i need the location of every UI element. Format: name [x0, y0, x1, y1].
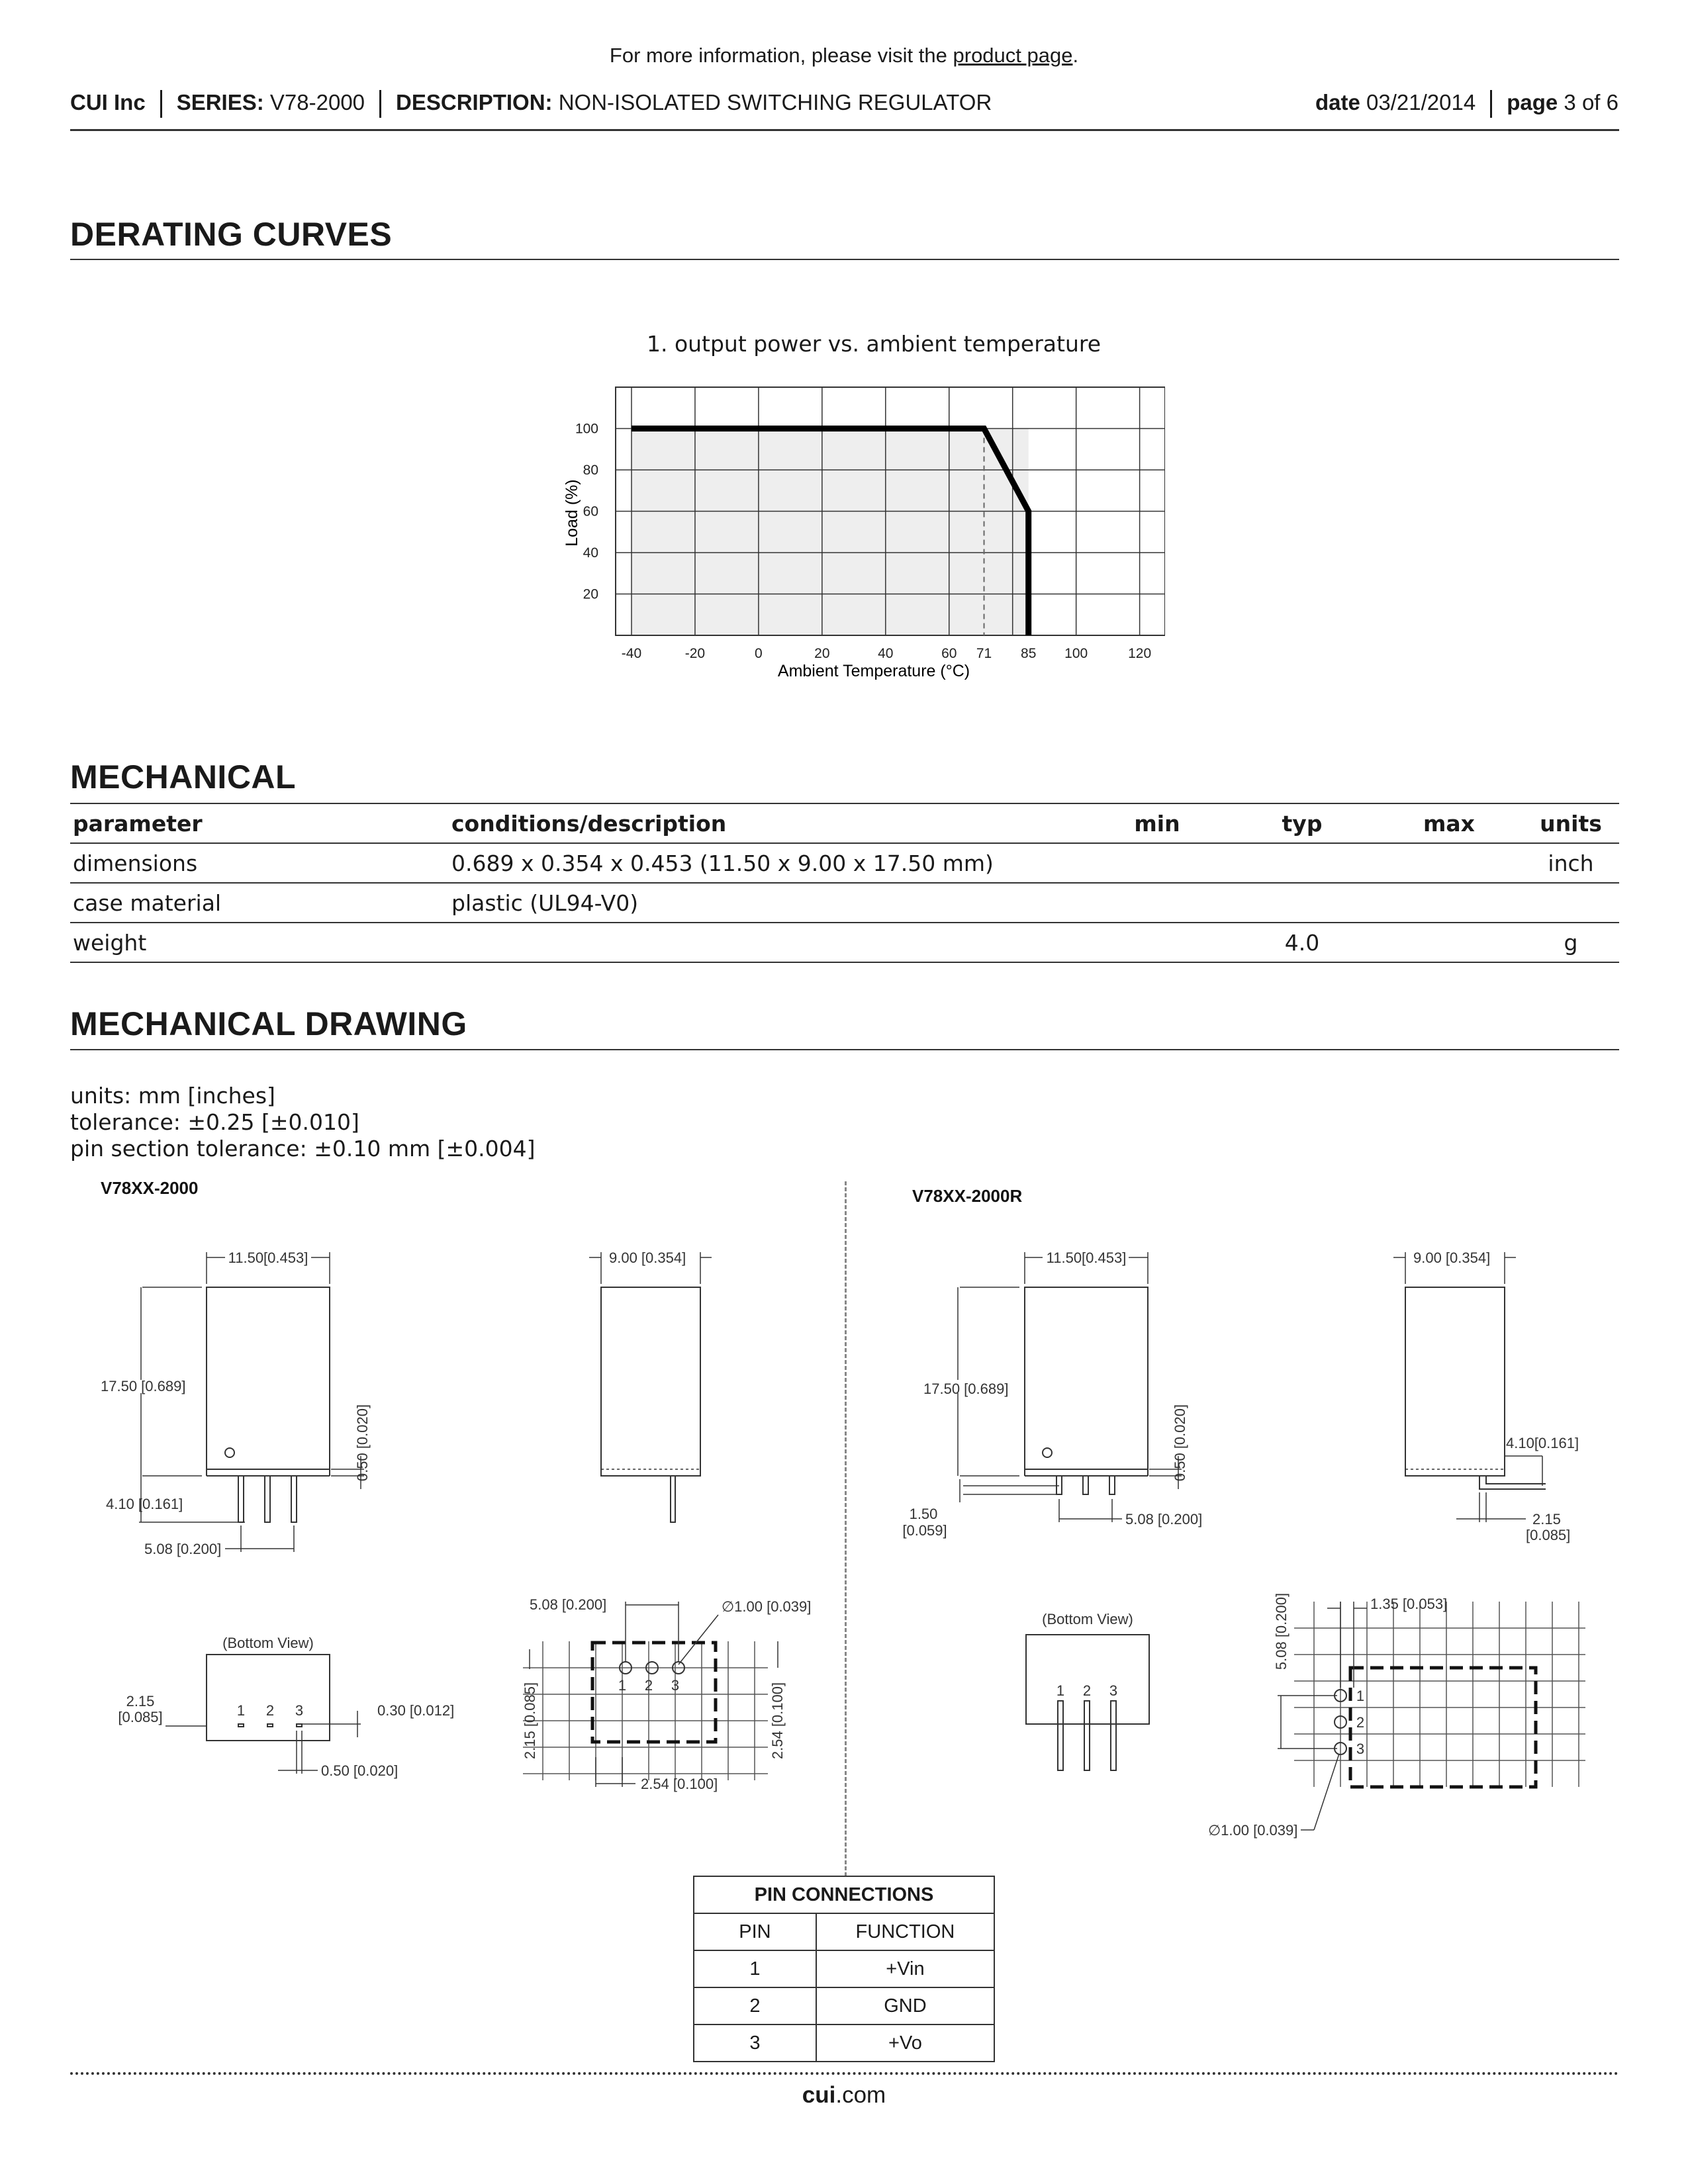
dim-depth-right: 9.00 [0.354] [1413, 1250, 1491, 1266]
section-title-derating: DERATING CURVES [70, 216, 393, 253]
bottom-view-right [1026, 1611, 1149, 1770]
front-view-left [101, 1250, 371, 1557]
x-tick-label: 40 [878, 646, 894, 661]
mechanical-cell: weight [70, 923, 449, 962]
bottom-view-left [118, 1635, 454, 1779]
chart-title: 1. output power vs. ambient temperature [646, 331, 1102, 357]
bottom-pin-2-label-right: 2 [1082, 1682, 1092, 1699]
dim-width-left: 11.50[0.453] [228, 1250, 308, 1266]
header-divider [1490, 90, 1492, 118]
units-note: units: mm [inches] [70, 1083, 275, 1109]
document-header-right [1315, 90, 1618, 118]
mechanical-column-header: parameter [70, 803, 449, 843]
pin-2-label: 2 [265, 1702, 275, 1719]
mechanical-cell: case material [70, 883, 449, 923]
pin-function: +Vo [816, 2025, 994, 2062]
footer [0, 2082, 1688, 2109]
drawing-notes [70, 1083, 536, 1162]
pcb-pin-2-label-right: 2 [1356, 1714, 1365, 1731]
pcb-hole-left: ∅1.00 [0.039] [722, 1598, 812, 1615]
document-header [70, 90, 992, 118]
drawing-title-right: V78XX-2000R [912, 1186, 1023, 1206]
section-rule [70, 1049, 1619, 1050]
header-divider [160, 90, 162, 118]
mechanical-cell: plastic (UL94-V0) [449, 883, 1086, 923]
dim-150-right: 1.50 [909, 1506, 938, 1522]
dim-215-in-right: [0.085] [1526, 1527, 1571, 1543]
bottom-pin-1-label-right: 1 [1056, 1682, 1065, 1699]
pin-connections-title: PIN CONNECTIONS [694, 1876, 994, 1913]
bottom-view-label-right: (Bottom View) [1042, 1611, 1133, 1627]
drawing-v78xx-2000 [66, 1178, 841, 1813]
mechanical-cell: inch [1523, 843, 1619, 883]
mechanical-cell: g [1523, 923, 1619, 962]
dim-410-left: 4.10 [0.161] [106, 1496, 183, 1512]
pcb-layout-right [1208, 1593, 1585, 1839]
x-tick-label: -40 [621, 646, 642, 661]
table-row [70, 883, 1619, 923]
pin-function: GND [816, 1987, 994, 2025]
pin-header: PIN [694, 1913, 816, 1950]
dim-508-left: 5.08 [0.200] [144, 1541, 222, 1557]
footer-rule [70, 2072, 1619, 2075]
series-label: SERIES: [176, 90, 264, 114]
note-prefix: For more information, please visit the [609, 44, 953, 67]
y-tick-label: 20 [583, 586, 598, 602]
page-label: page [1507, 90, 1558, 114]
mechanical-cell [1086, 843, 1229, 883]
pcb-hole-right: ∅1.00 [0.039] [1208, 1822, 1298, 1839]
dim-050b-left: 0.50 [0.020] [321, 1762, 399, 1779]
table-row [70, 843, 1619, 883]
mechanical-cell: 4.0 [1229, 923, 1376, 962]
mechanical-column-header: units [1523, 803, 1619, 843]
y-tick-label: 60 [583, 504, 598, 520]
x-tick-label: 85 [1021, 646, 1037, 661]
x-tick-label: 71 [976, 646, 992, 661]
table-row [694, 1950, 994, 1987]
y-tick-label: 100 [575, 421, 598, 437]
pcb-pin-3-label-right: 3 [1356, 1741, 1365, 1757]
dim-508-right: 5.08 [0.200] [1125, 1511, 1203, 1527]
note-suffix: . [1072, 44, 1079, 67]
section-title-mechanical: MECHANICAL [70, 758, 297, 796]
description-value: NON-ISOLATED SWITCHING REGULATOR [558, 90, 992, 114]
mechanical-cell [1523, 883, 1619, 923]
company-name: CUI Inc [70, 90, 146, 114]
mechanical-cell [1229, 843, 1376, 883]
pcb-pin-1-label-right: 1 [1356, 1688, 1365, 1704]
mechanical-column-header: typ [1229, 803, 1376, 843]
mechanical-column-header: conditions/description [449, 803, 1086, 843]
mechanical-cell [1376, 883, 1523, 923]
dim-depth-left: 9.00 [0.354] [609, 1250, 686, 1266]
dim-width-right: 11.50[0.453] [1046, 1250, 1127, 1266]
pcb-pin-1-label: 1 [618, 1677, 627, 1694]
dim-height-left: 17.50 [0.689] [101, 1378, 186, 1394]
pin-function: +Vin [816, 1950, 994, 1987]
pcb-215-left: 2.15 [0.085] [522, 1682, 538, 1760]
drawing-title-left: V78XX-2000 [101, 1178, 199, 1198]
x-tick-label: 60 [941, 646, 957, 661]
dim-215-left: 2.15 [126, 1693, 155, 1709]
derating-chart [530, 371, 1165, 688]
bottom-view-label-left: (Bottom View) [222, 1635, 314, 1651]
footer-domain: .com [835, 2082, 886, 2108]
pcb-508-left: 5.08 [0.200] [530, 1596, 607, 1613]
drawing-v78xx-2000r [851, 1178, 1622, 1860]
function-header: FUNCTION [816, 1913, 994, 1950]
footer-brand: cui [802, 2082, 836, 2108]
bottom-pin-3-label-right: 3 [1109, 1682, 1118, 1699]
side-view-left [589, 1250, 712, 1522]
x-tick-label: 120 [1128, 646, 1152, 661]
table-row [694, 2025, 994, 2062]
mechanical-cell [449, 923, 1086, 962]
mechanical-cell: dimensions [70, 843, 449, 883]
dim-215-right: 2.15 [1532, 1511, 1561, 1527]
x-tick-label: 20 [814, 646, 830, 661]
section-rule [70, 259, 1619, 260]
side-view-right [1393, 1250, 1579, 1543]
mechanical-header-row [70, 803, 1619, 843]
mechanical-table [70, 803, 1619, 963]
y-axis-label: Load (%) [563, 479, 581, 547]
y-tick-label: 80 [583, 463, 598, 478]
mechanical-cell [1086, 883, 1229, 923]
section-title-drawing: MECHANICAL DRAWING [70, 1005, 467, 1042]
product-page-link[interactable]: product page [953, 44, 1073, 67]
pin-number: 1 [694, 1950, 816, 1987]
y-tick-label: 40 [583, 545, 598, 561]
mechanical-cell [1376, 923, 1523, 962]
pcb-135-right: 1.35 [0.053] [1370, 1596, 1448, 1612]
pin-3-label: 3 [295, 1702, 304, 1719]
dim-030-left: 0.30 [0.012] [377, 1702, 455, 1719]
pin-tolerance-note: pin section tolerance: ±0.10 mm [±0.004] [70, 1136, 536, 1161]
series-value: V78-2000 [269, 90, 365, 114]
table-row [70, 923, 1619, 962]
pin-connections-table [693, 1876, 995, 2062]
mechanical-column-header: max [1376, 803, 1523, 843]
x-tick-label: -20 [684, 646, 706, 661]
mechanical-cell [1376, 843, 1523, 883]
table-row [694, 1987, 994, 2025]
pcb-pin-2-label: 2 [644, 1677, 653, 1694]
operating-area [632, 429, 1029, 636]
drawing-divider [845, 1181, 847, 1876]
dim-050-right: 0.50 [0.020] [1172, 1404, 1188, 1482]
header-rule [70, 129, 1619, 131]
mechanical-cell [1086, 923, 1229, 962]
pcb-pin-3-label: 3 [671, 1677, 680, 1694]
tolerance-note: tolerance: ±0.25 [±0.010] [70, 1109, 359, 1135]
date-value: 03/21/2014 [1366, 90, 1476, 114]
x-tick-label: 100 [1064, 646, 1088, 661]
pcb-layout-left [522, 1596, 811, 1792]
front-view-right [902, 1250, 1202, 1539]
pcb-254h-left: 2.54 [0.100] [641, 1776, 718, 1792]
mechanical-cell [1229, 883, 1376, 923]
description-label: DESCRIPTION: [396, 90, 553, 114]
mechanical-cell: 0.689 x 0.354 x 0.453 (11.50 x 9.00 x 17.50 mm) [449, 843, 1086, 883]
dim-height-right: 17.50 [0.689] [923, 1381, 1009, 1397]
dim-215-in-left: [0.085] [118, 1709, 163, 1725]
x-axis-label: Ambient Temperature (°C) [777, 662, 970, 680]
header-divider [379, 90, 381, 118]
date-label: date [1315, 90, 1360, 114]
pcb-508-right: 5.08 [0.200] [1273, 1592, 1289, 1670]
dim-410-right: 4.10[0.161] [1506, 1435, 1579, 1451]
dim-050-left: 0.50 [0.020] [354, 1404, 371, 1482]
mechanical-column-header: min [1086, 803, 1229, 843]
x-tick-label: 0 [755, 646, 763, 661]
product-page-note [0, 44, 1688, 68]
pin-number: 2 [694, 1987, 816, 2025]
pin-number: 3 [694, 2025, 816, 2062]
dim-150-in-right: [0.059] [902, 1522, 947, 1539]
page-value: 3 of 6 [1564, 90, 1618, 114]
pin-1-label: 1 [236, 1702, 246, 1719]
pcb-254v-left: 2.54 [0.100] [769, 1682, 786, 1760]
